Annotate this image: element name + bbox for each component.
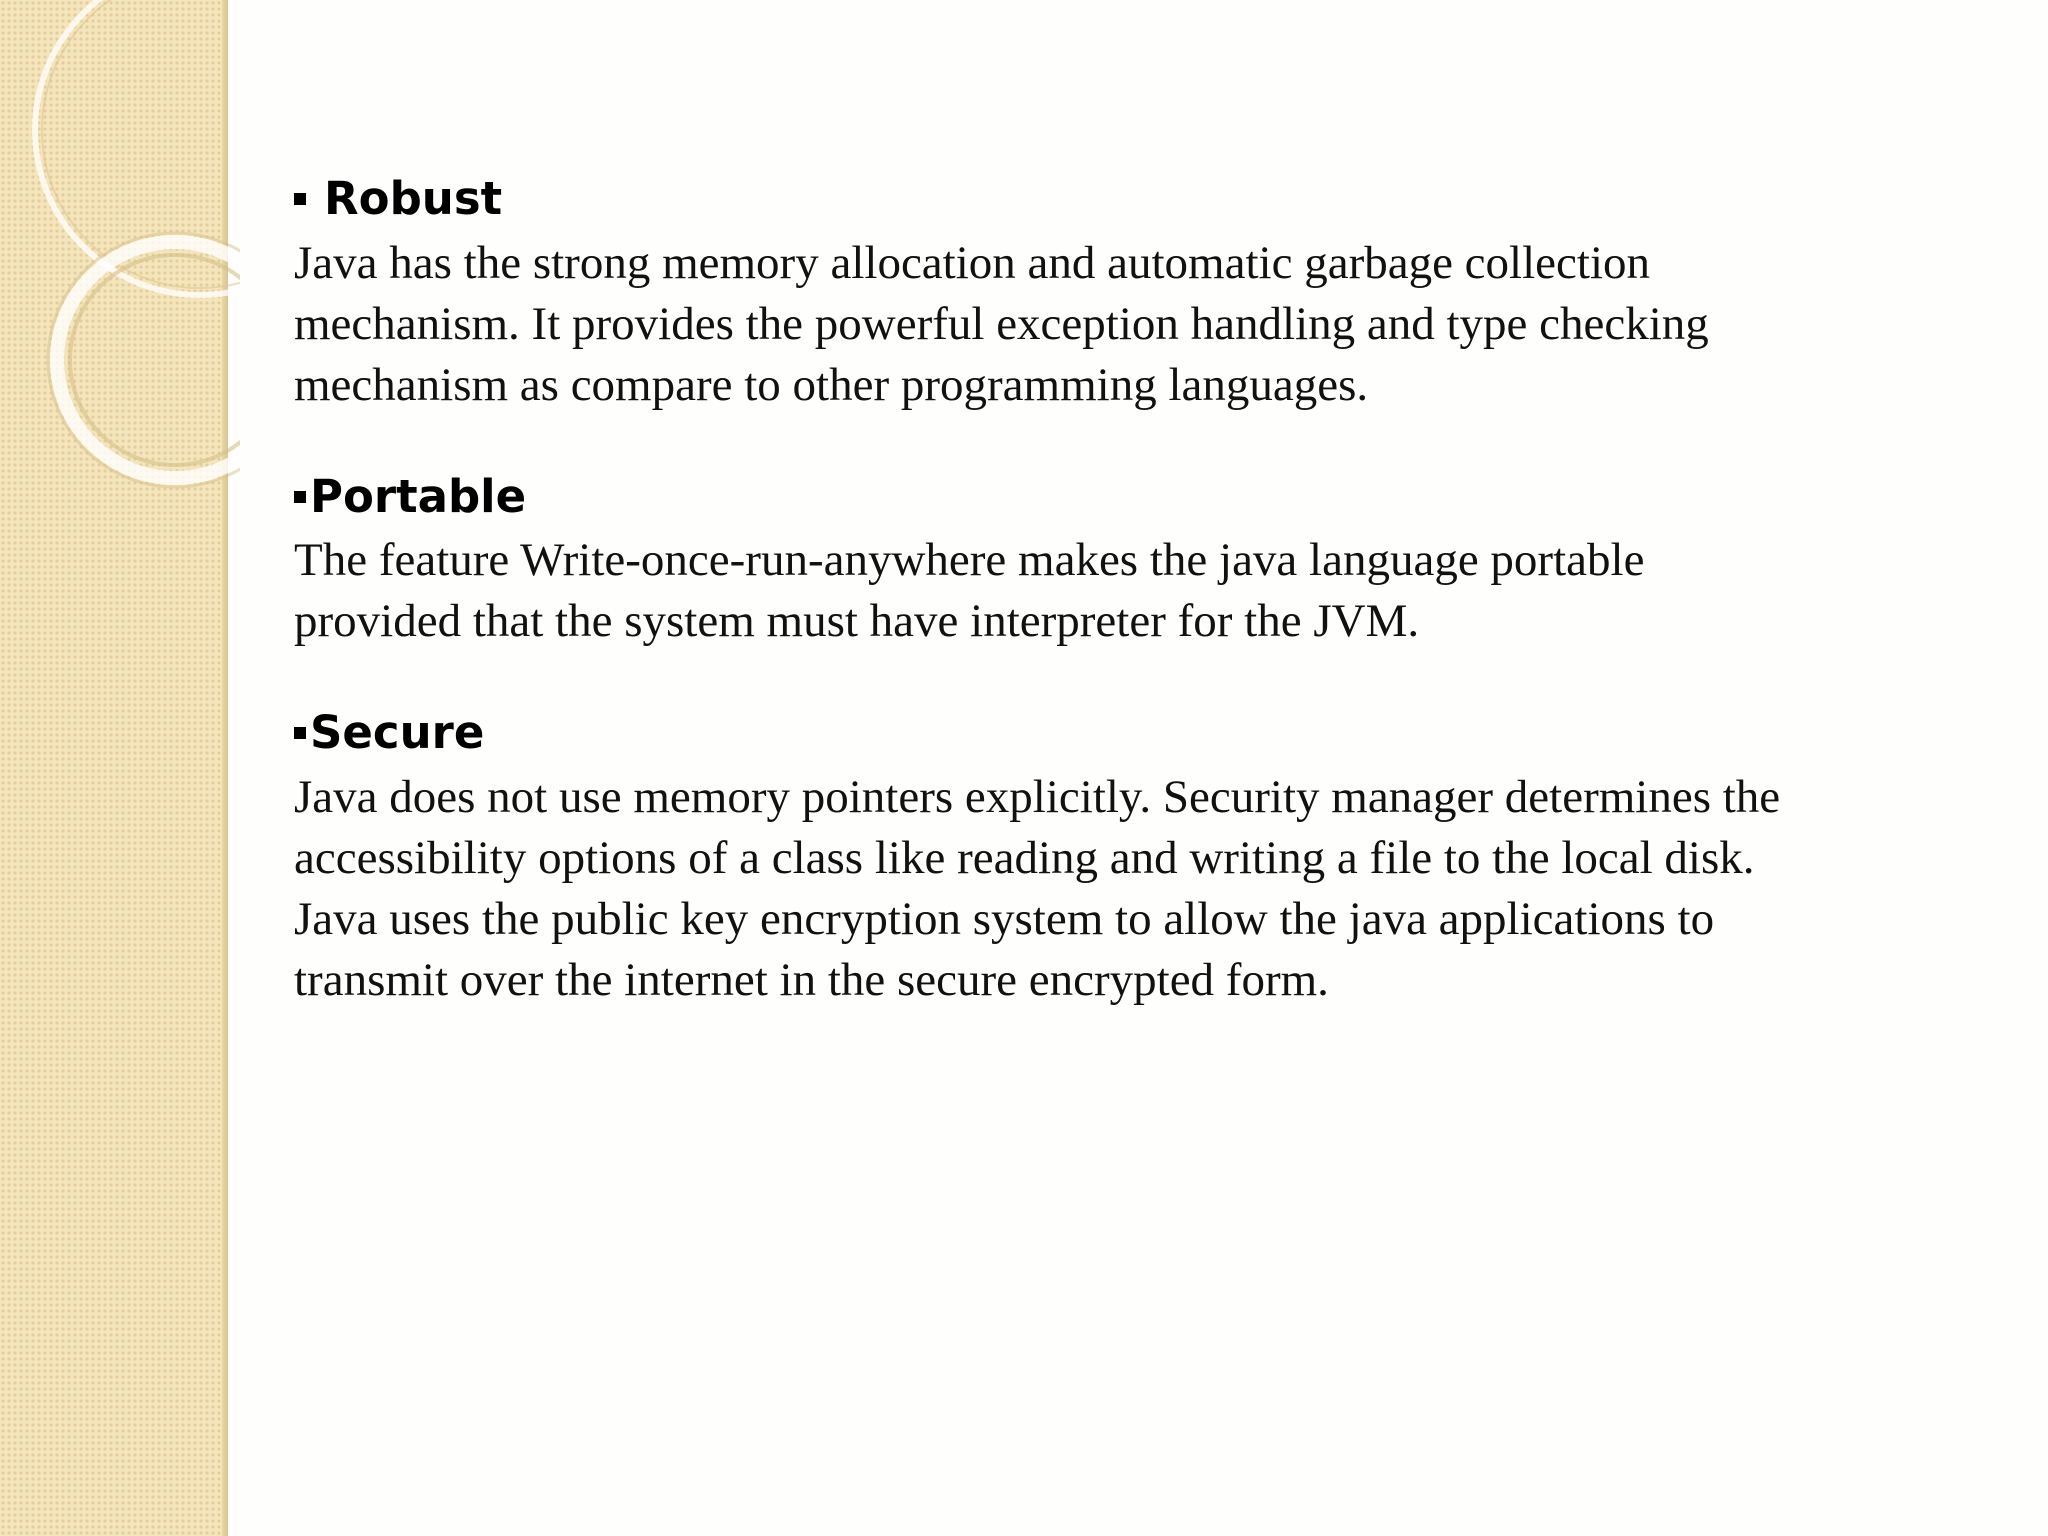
section-heading bbox=[294, 704, 1994, 763]
section-robust bbox=[294, 170, 1994, 416]
heading-text: Robust bbox=[324, 172, 503, 225]
section-body: The feature Write-once-run-anywhere makes the java language portable provided that the system must have interpreter for the JVM. bbox=[294, 534, 1645, 647]
square-bullet-icon bbox=[294, 491, 306, 503]
small-ring bbox=[57, 242, 240, 478]
section-heading bbox=[294, 468, 1994, 527]
slide-content bbox=[294, 170, 1994, 1063]
heading-text: Secure bbox=[310, 706, 485, 759]
section-body: Java does not use memory pointers explicitly. Security manager determines the accessibility options of a class like reading and writing a file to the local disk. Java uses the public key encryption system to allow the java applications to transmit over the internet in the secure encrypted form. bbox=[294, 770, 1781, 1006]
section-secure bbox=[294, 704, 1994, 1011]
section-heading bbox=[294, 170, 1994, 229]
square-bullet-icon bbox=[294, 193, 306, 205]
section-body: Java has the strong memory allocation and automatic garbage collection mechanism. It provides the powerful exception handling and type checking mechanism as compare to other programming languages. bbox=[294, 236, 1709, 411]
section-portable bbox=[294, 468, 1994, 653]
small-ring-outer bbox=[48, 233, 240, 487]
heading-text: Portable bbox=[310, 469, 527, 523]
square-bullet-icon bbox=[294, 727, 306, 739]
decorative-rings-graphic bbox=[0, 0, 240, 520]
